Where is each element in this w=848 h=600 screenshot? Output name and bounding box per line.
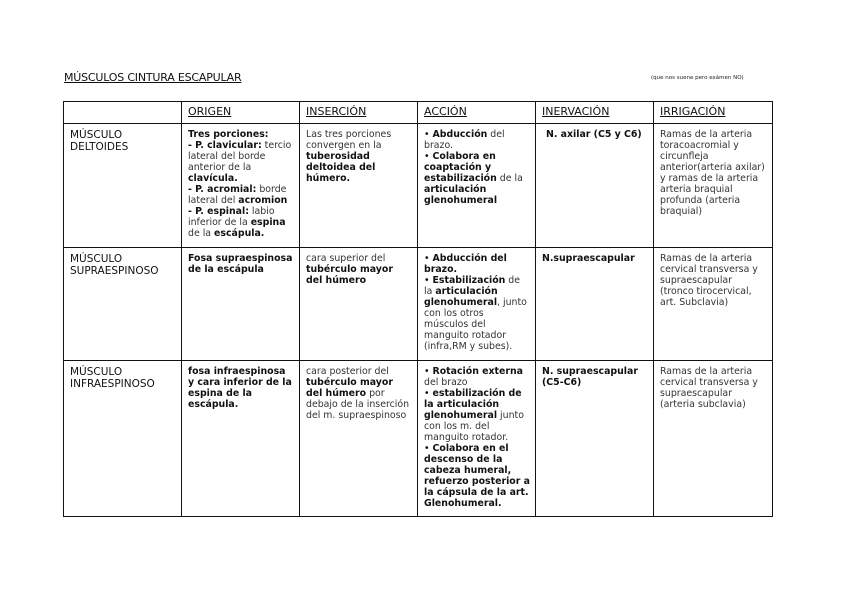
irrigacion-cell: Ramas de la arteria cervical transversa y supraescapular (arteria subclavia)	[654, 361, 773, 517]
insercion-cell: Las tres porciones convergen en la tuberosidad deltoidea del húmero.	[300, 124, 418, 248]
inervacion-cell: N. supraescapular (C5-C6)	[536, 361, 654, 517]
header-insercion: INSERCIÓN	[300, 102, 418, 124]
muscles-table	[63, 101, 773, 517]
header-empty	[64, 102, 182, 124]
exam-note: (que nos suene pero exámen NO)	[651, 75, 744, 81]
table-row	[64, 361, 773, 517]
accion-cell: • Abducción del brazo. • Estabilización de la articulación glenohumeral, junto con los otros músculos del manguito rotador (infra,RM y subes).	[418, 248, 536, 361]
muscle-name-cell: MÚSCULO INFRAESPINOSO	[64, 361, 182, 517]
header-irrigacion: IRRIGACIÓN	[654, 102, 773, 124]
header-origen: ORIGEN	[182, 102, 300, 124]
insercion-cell: cara posterior del tubérculo mayor del húmero por debajo de la inserción del m. supraespinoso	[300, 361, 418, 517]
inervacion-cell: N.supraescapular	[536, 248, 654, 361]
origen-cell: Fosa supraespinosa de la escápula	[182, 248, 300, 361]
table-header-row	[64, 102, 773, 124]
header-accion: ACCIÓN	[418, 102, 536, 124]
irrigacion-cell: Ramas de la arteria toracoacromial y circunfleja anterior(arteria axilar) y ramas de la arteria arteria braquial profunda (arteria braquial)	[654, 124, 773, 248]
irrigacion-cell: Ramas de la arteria cervical transversa y supraescapular (tronco tirocervical, art. Subclavia)	[654, 248, 773, 361]
origen-cell: Tres porciones: - P. clavicular: tercio lateral del borde anterior de la clavícula. - P. acromial: borde lateral del acromion - P. espinal: labio inferior de la espina de la escápula.	[182, 124, 300, 248]
accion-cell: • Abducción del brazo. • Colabora en coaptación y estabilización de la articulación glenohumeral	[418, 124, 536, 248]
table-row	[64, 248, 773, 361]
origen-cell: fosa infraespinosa y cara inferior de la espina de la escápula.	[182, 361, 300, 517]
document-title: MÚSCULOS CINTURA ESCAPULAR	[64, 71, 242, 84]
inervacion-cell: N. axilar (C5 y C6)	[536, 124, 654, 248]
accion-cell: • Rotación externa del brazo • estabilización de la articulación glenohumeral junto con los m. del manguito rotador. • Colabora en el descenso de la cabeza humeral, refuerzo posterior a la cápsula de la art. Glenohumeral.	[418, 361, 536, 517]
muscle-name-cell: MÚSCULO SUPRAESPINOSO	[64, 248, 182, 361]
table-row	[64, 124, 773, 248]
header-inervacion: INERVACIÓN	[536, 102, 654, 124]
insercion-cell: cara superior del tubérculo mayor del húmero	[300, 248, 418, 361]
muscle-name-cell: MÚSCULO DELTOIDES	[64, 124, 182, 248]
